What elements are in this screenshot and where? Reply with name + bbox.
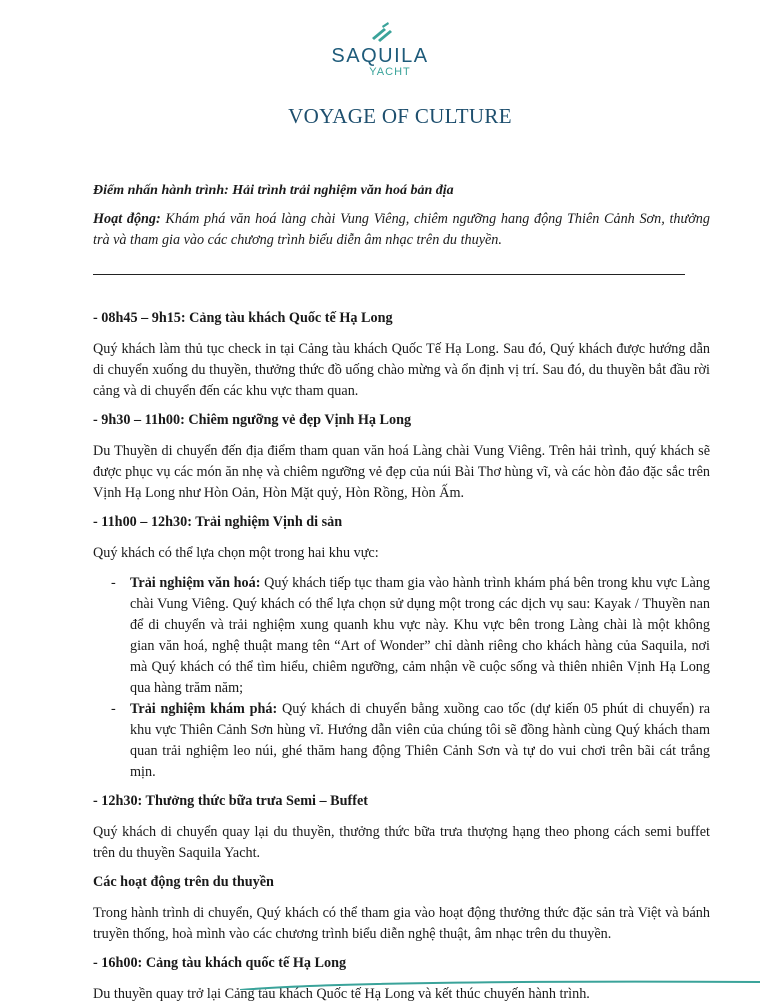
page-title: VOYAGE OF CULTURE [288, 104, 512, 128]
brand-name: SAQUILA [331, 45, 429, 67]
brand-logo [0, 22, 760, 78]
section-heading [93, 872, 710, 893]
section-title: Các hoạt động trên du thuyền [93, 874, 274, 890]
section-body: Quý khách có thể lựa chọn một trong hai khu vực: [93, 545, 379, 561]
bullet-dash: - [111, 701, 116, 717]
document-body [93, 180, 710, 1005]
bullet-text: Quý khách di chuyển bằng xuồng cao tốc (dự kiến 05 phút di chuyển) ra khu vực Thiên Cảnh Sơn hùng vĩ. Hướng dẫn viên của chúng tôi sẽ đồng hành cùng Quý khách tham quan trải nghiệm leo núi, ghé thăm hang động Thiên Cảnh Sơn và tự do vui chơi trên bãi cát trắng mịn. [130, 701, 710, 780]
section-title: : Cảng tàu khách Quốc tế Hạ Long [180, 310, 393, 326]
highlight-line: Điểm nhấn hành trình: Hải trình trải nghiệm văn hoá bản địa [93, 183, 454, 198]
section-time: - 08h45 – 9h15 [93, 310, 181, 326]
activity-paragraph [93, 209, 710, 251]
section-heading [93, 791, 710, 812]
bullet-label: Trải nghiệm khám phá: [130, 701, 278, 717]
section-time: - 11h00 – 12h30 [93, 514, 188, 530]
section-time: - 9h30 – 11h00 [93, 412, 181, 428]
section-time: - 16h00 [93, 955, 138, 971]
bullet-label: Trải nghiệm văn hoá: [130, 575, 261, 591]
section-title: : Chiêm ngưỡng vẻ đẹp Vịnh Hạ Long [180, 412, 412, 428]
section-body: Quý khách di chuyển quay lại du thuyền, thưởng thức bữa trưa thượng hạng theo phong cách semi buffet trên du thuyền Saquila Yacht. [93, 824, 710, 861]
list-item [93, 699, 710, 783]
bullet-dash: - [111, 575, 116, 591]
footer-wave-decoration [240, 978, 760, 990]
section-heading [93, 410, 710, 431]
section-title: : Trải nghiệm Vịnh di sản [187, 514, 343, 530]
section-title: : Cảng tàu khách quốc tế Hạ Long [137, 955, 347, 971]
section-body: Du thuyền quay trở lại Cảng tàu khách Quốc tế Hạ Long và kết thúc chuyến hành trình. [93, 986, 590, 1002]
section-heading [93, 512, 710, 533]
section-body: Quý khách làm thủ tục check in tại Cảng tàu khách Quốc Tế Hạ Long. Sau đó, Quý khách được hướng dẫn di chuyển xuống du thuyền, thưởng thức đồ uống chào mừng và ổn định vị trí. Sau đó, du thuyền bắt đầu rời cảng và di chuyển đến các khu vực tham quan. [93, 341, 710, 399]
section-heading [93, 308, 710, 329]
option-list [93, 573, 710, 783]
activity-label: Hoạt động: [93, 211, 161, 227]
bullet-text: Quý khách tiếp tục tham gia vào hành trình khám phá bên trong khu vực Làng chài Vung Viêng. Quý khách có thể lựa chọn sử dụng một trong các dịch vụ sau: Kayak / Thuyền nan để di chuyển và trải nghiệm xung quanh khu vực này. Khu vực bên trong Làng chài là một không gian văn hoá, nghệ thuật mang tên “Art of Wonder” chỉ dành riêng cho khách hàng của Saquila, nơi mà Quý khách có thể tìm hiểu, chiêm ngưỡng, cảm nhận về cuộc sống và thiên nhiên Vịnh Hạ Long qua hàng trăm năm; [130, 575, 710, 696]
brand-sub: YACHT [369, 66, 411, 78]
section-time: - 12h30 [93, 793, 138, 809]
divider [93, 274, 685, 275]
section-body: Trong hành trình di chuyển, Quý khách có thể tham gia vào hoạt động thưởng thức đặc sản trà Việt và bánh truyền thống, hoà mình vào các chương trình biểu diễn nghệ thuật, âm nhạc trên du thuyền. [93, 905, 710, 942]
section-heading [93, 953, 710, 974]
logo-sail-icon [362, 22, 398, 44]
section-body: Du Thuyền di chuyển đến địa điểm tham quan văn hoá Làng chài Vung Viêng. Trên hải trình, quý khách sẽ được phục vụ các món ăn nhẹ và chiêm ngưỡng vẻ đẹp của núi Bài Thơ hùng vĩ, và các hòn đảo đặc sắc trên Vịnh Hạ Long như Hòn Oản, Hòn Mặt quỷ, Hòn Rồng, Hòn Ấm. [93, 443, 710, 501]
section-title: : Thưởng thức bữa trưa Semi – Buffet [137, 793, 368, 809]
list-item [93, 573, 710, 699]
activity-text: Khám phá văn hoá làng chài Vung Viêng, chiêm ngưỡng hang động Thiên Cảnh Sơn, thưởng trà và tham gia vào các chương trình biểu diễn âm nhạc trên du thuyền. [93, 211, 710, 248]
